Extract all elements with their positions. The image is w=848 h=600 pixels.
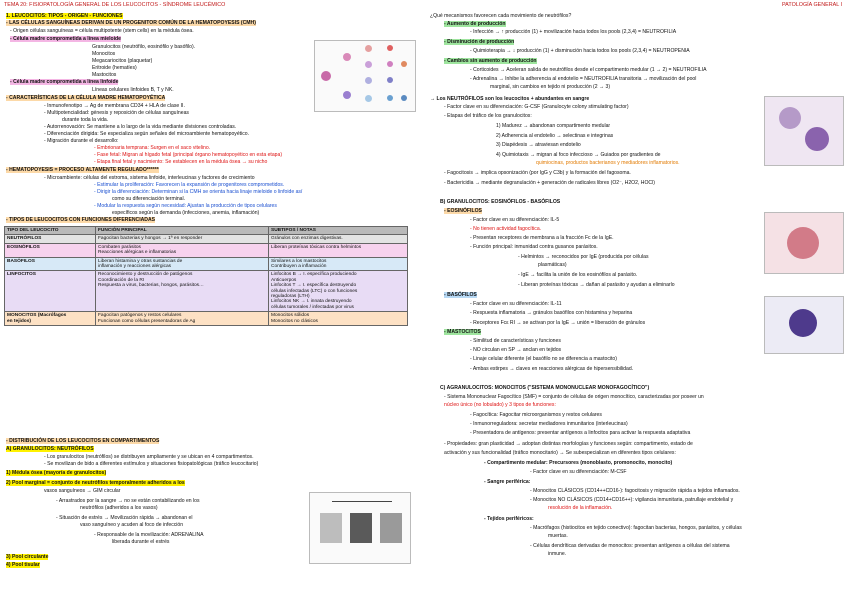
basophil-micrograph — [764, 296, 844, 354]
tissue-block — [380, 513, 402, 543]
granulocyte-icon — [365, 61, 372, 68]
text-line: - Situación de estrés → Movilización rápida → abandonan el — [56, 515, 193, 521]
table-cell: Fagocitan bacterias y hongos → 1ª en responder — [96, 235, 269, 243]
connector-line — [332, 501, 392, 502]
table-cell: Similares a los mastocitos Contribuyen a inflamación — [269, 257, 408, 271]
text-line: - Respuesta inflamatoria → gránulos basófilos con histamina y heparina — [470, 310, 633, 316]
text-line: - Presentadora de antígenos: presentar antígenos a linfocitos para activar la respuesta adaptativa — [470, 430, 691, 436]
text-line: - Infección → ↑ producción (1) + movilización hacia todos los pools (2,3,4) = NEUTROFILIA — [470, 29, 677, 35]
table-cell: LINFOCITOS — [5, 271, 96, 312]
text-line: - Monocitos NO CLÁSICOS (CD14+CD16++): vigilancia inmunitaria, patrullaje endotelial y — [530, 497, 734, 503]
text-line: - Origen células sanguíneas = célula multipotente (stem cells) en la médula ósea. — [10, 28, 194, 34]
subheading: - LAS CÉLULAS SANGUÍNEAS DERIVAN DE UN PROGENITOR COMÚN DE LA HEMATOPOYESIS (CMH) — [6, 20, 256, 26]
text-line: específicos según la demanda (infecciones, anemia, inflamación) — [112, 210, 260, 216]
table-cell: MONOCITOS (Macrófagos en tejidos) — [5, 312, 96, 326]
text-line: - Monocitos CLÁSICOS (CD14++CD16-): fagocitosis y migración rápida a tejidos inflamados. — [530, 488, 740, 494]
text-line: - Quimioterapia → ↓ producción (1) + disminución hacia todos los pools (2,3,4) = NEUTROPENIA — [470, 48, 690, 54]
text-line: - Función principal: inmunidad contra gusanos parásitos. — [470, 244, 598, 250]
text-line: - Factor clave en su diferenciación: G-CSF (Granulocyte colony stimulating factor) — [444, 104, 629, 110]
table-cell: Liberan proteínas tóxicas contra helmintos — [269, 243, 408, 257]
marrow-block — [320, 513, 342, 543]
text-line: → Los NEUTRÓFILOS son los leucocitos + abundantes en sangre — [430, 96, 590, 102]
list-item: 3) Diapédesis → atraviesan endotelio — [496, 142, 581, 148]
text-line: - Corticoides → Aceleran salida de neutrófilos desde el compartimento medular (1 → 2) = NEUTROFILIA — [470, 67, 707, 73]
text-line: - Inmunorreguladora: secretar mediadores inmunitarios (interleucinas) — [470, 421, 628, 427]
subheading: - Aumento de producción — [444, 21, 506, 27]
subheading: - Cambios sin aumento de producción — [444, 58, 537, 64]
text-line: liberada durante el estrés — [112, 539, 170, 545]
text-line: - Similitud de características y funciones — [470, 338, 561, 344]
text-line: - Fase fetal: Migran al hígado fetal (principal órgano hematopoyético en esta etapa) — [94, 152, 283, 158]
text-line: ¿Qué mecanismos favorecen cada movimiento de neutrófilos? — [430, 13, 572, 19]
hematopoiesis-diagram — [314, 40, 416, 112]
text-line: - Responsable de la movilización: ADRENALINA — [94, 532, 204, 538]
section-heading: B) GRANULOCITOS: EOSINÓFILOS - BASÓFILOS — [440, 199, 561, 205]
text-line: - Macrófagos (histiocitos en tejido conectivo): fagocitan bacterias, hongos, parásitos, y células — [530, 525, 742, 531]
text-line: quimiocinas, productos bacterianos y mediadores inflamatorios. — [536, 160, 680, 166]
subheading: - BASÓFILOS — [444, 292, 477, 298]
t-cell-icon — [401, 95, 407, 101]
course-title: PATOLOGÍA GENERAL I — [781, 2, 842, 8]
table-cell: EOSINÓFILOS — [5, 243, 96, 257]
subheading: A) GRANULOCITOS: NEUTRÓFILOS — [6, 446, 94, 452]
subheading: - Disminución de producción — [444, 39, 515, 45]
text-line: - Arrastrados por la sangre → no se están contabilizando en los — [56, 498, 200, 504]
text-line: - Los granulocitos (neutrófilos) se distribuyen ampliamente y se ubican en 4 compartimentos. — [44, 454, 254, 460]
text-line: - Etapa final fetal y nacimiento: Se establecen en la médula ósea → su nicho — [94, 159, 268, 165]
section-heading: 1. LEUCOCITOS: TIPOS - ORIGEN - FUNCIONES — [6, 13, 123, 19]
text-line: muertas. — [548, 533, 568, 539]
table-cell: Monocitos sólidos Monocitos no clásicos — [269, 312, 408, 326]
text-line: - Adrenalina → Inhibe la adherencia al endotelio = NEUTROFILIA transitoria → movilización del pool — [470, 76, 697, 82]
text-line: como su diferenciación terminal. — [112, 196, 186, 202]
text-line: - Bactericidia → mediante degranulación + generación de radicales libres (O2⁻, H2O2, HOCl) — [444, 180, 655, 186]
text-line: - Receptores Fcε RI → se activan por la IgE → unión = liberación de gránulos — [470, 320, 646, 326]
list-item: 4) Quimiotaxis → migran al foco infeccioso → Guiados por gradientes de — [496, 152, 661, 158]
text-line: activación y sus funcionalidad (tráfico monocitario) → Se subespecializan en diferentes tipos celulares: — [444, 450, 676, 456]
text-line: - Fagocitosis → implica opsonización (por IgG y C3b) y la formación del fagosoma. — [444, 170, 631, 176]
text-line: - Células dendríticas derivadas de monocitos: presentan antígenos a células del sistema — [530, 543, 730, 549]
list-item: 4) Pool tisular — [6, 562, 40, 568]
table-header: TIPO DEL LEUCOCITO — [5, 227, 96, 235]
text-line: - Factor clave en su diferenciación: M-CSF — [530, 469, 627, 475]
text-line: - Microambiente: células del estroma, sistema linfoide, interleucinas y factores de crecimiento — [44, 175, 255, 181]
text-line: - Ambas estirpes → claves en reacciones alérgicas de hipersensibilidad. — [470, 366, 634, 372]
text-line: - Estimular la proliferación: Favorecen la expansión de progenitores comprometidos. — [94, 182, 285, 188]
text-line: vasos sanguíneos → GIM circular — [44, 488, 121, 494]
lymphocyte-icon — [365, 95, 372, 102]
list-item: 2) Adherencia al endotelio → selectinas e integrinas — [496, 133, 614, 139]
blood-block — [350, 513, 372, 543]
text-line: Líneas celulares linfoides B, T y NK. — [92, 87, 174, 93]
text-line: - Migración durante el desarrollo: — [44, 138, 119, 144]
subheading: - MASTOCITOS — [444, 329, 481, 335]
table-header: FUNCIÓN PRINCIPAL — [96, 227, 269, 235]
table-row — [5, 235, 408, 243]
lymphoid-progenitor-icon — [343, 91, 351, 99]
text-line: plasmáticas) — [538, 262, 567, 268]
list-item: 1) Madurez → abandonan compartimento medular — [496, 123, 611, 129]
stem-cell-icon — [321, 71, 331, 81]
subheading: - HEMATOPOYESIS = PROCESO ALTAMENTE REGULADO****** — [6, 167, 159, 173]
text-line: - Linaje celular diferente (el basófilo no se diferencia a mastocito) — [470, 356, 617, 362]
cell-image-icon — [779, 107, 801, 129]
table-cell: Gránulos con enzimas digestivas. — [269, 235, 408, 243]
text-line: - Se movilizan de bido a diferentes estímulos y situaciones fisiopatológicas (tráfico leucocitario) — [44, 461, 259, 467]
cell-image-icon — [789, 309, 817, 337]
table-row — [5, 271, 408, 312]
text-line: - Embrionaria temprana: Surgen en el saco vitelino. — [94, 145, 211, 151]
subheading: - TIPOS DE LEUCOCITOS CON FUNCIONES DIFERENCIADAS — [6, 217, 156, 223]
table-cell: Combaten parásitos Reacciones alérgicas e inflamatorias — [96, 243, 269, 257]
eosinophil-micrograph — [764, 212, 844, 274]
table-cell: NEUTRÓFILOS — [5, 235, 96, 243]
text-line: - Factor clave en su diferenciación: IL-11 — [470, 301, 562, 307]
erythrocyte-icon — [387, 45, 393, 51]
b-cell-icon — [387, 95, 393, 101]
text-line: durante toda la vida. — [62, 117, 109, 123]
table-header: SUBTIPOS / NOTAS — [269, 227, 408, 235]
text-line: marginal, sin cambios en tejido ni producción (2 → 3) — [490, 84, 611, 90]
eosinophil-icon — [401, 61, 407, 67]
neutrophil-icon — [387, 61, 393, 67]
table-cell: BASÓFILOS — [5, 257, 96, 271]
table-cell: Reconocimiento y destrucción de patógenos Coordinación de la RI Respuesta a virus, bacterias, hongos, parásitos… — [96, 271, 269, 312]
subheading: - Célula madre comprometida a línea linfoide — [10, 79, 119, 85]
table-cell: Linfocitos B → I. específica produciendo Anticuerpos Linfocitos T → I. específica destruyendo células infectadas (LTC) o con funciones reguladoras (LTH) Linfocitos NK → I. innata destruyendo células tumorales / infectadas por virus — [269, 271, 408, 312]
subheading: - EOSINÓFILOS — [444, 208, 482, 214]
text-line: Granulocitos (neutrófilo, eosinófilo y basófilo). — [92, 44, 196, 50]
erythroid-icon — [365, 45, 372, 52]
text-line: - Sangre periférica: — [484, 479, 531, 485]
text-line: - Fagocítica: Fagocitar microorganismos y restos celulares — [470, 412, 602, 418]
text-line: - Autorrenovación: Se mantiene a lo largo de la vida mediante divisiones controladas. — [44, 124, 237, 130]
table-row — [5, 243, 408, 257]
table-row — [5, 312, 408, 326]
text-line: - IgE → facilita la unión de los eosinófilos al parásito. — [518, 272, 638, 278]
compartments-diagram — [309, 492, 411, 564]
text-line: - Dirigir la diferenciación: Determinan si la CMH se orienta hacia linaje mieloide o linfoide así — [94, 189, 303, 195]
text-line: vaso sanguíneo y acuden al foco de infección — [80, 522, 184, 528]
table-cell: Liberan histamina y otras sustancias de inflamación y reacciones alérgicas — [96, 257, 269, 271]
subheading: - DISTRIBUCIÓN DE LOS LEUCOCITOS EN COMPARTIMENTOS — [6, 438, 160, 444]
list-item: 2) Pool marginal = conjunto de neutrófilos temporalmente adheridos a los — [6, 480, 185, 486]
text-line: - Compartimento medular: Precursores (monoblasto, promonocito, monocito) — [484, 460, 673, 466]
text-line: resolución de la inflamación. — [548, 505, 613, 511]
neutrophil-micrograph — [764, 96, 844, 166]
myeloid-progenitor-icon — [343, 53, 351, 61]
text-line: - Multipotencialidad: génesis y reposición de células sanguíneas — [44, 110, 189, 116]
subheading: - CARACTERÍSTICAS DE LA CÉLULA MADRE HEMATOPOYÉTICA — [6, 95, 166, 101]
text-line: Megacariocitos (plaquetar) — [92, 58, 153, 64]
text-line: inmune. — [548, 551, 567, 557]
text-line: - Sistema Mononuclear Fagocítico (SMF) = conjunto de células de origen monocítico, caracterizadas por poseer un — [444, 394, 704, 400]
table-row — [5, 257, 408, 271]
macrophage-icon — [387, 77, 393, 83]
text-line: Eritroide (hematíes) — [92, 65, 137, 71]
subheading: - Célula madre comprometida a línea mieloide — [10, 36, 121, 42]
list-item: 1) Médula ósea (mayoría de granulocitos) — [6, 470, 107, 476]
text-line: Monocitos — [92, 51, 116, 57]
text-line: - No tienen actividad fagocítica. — [470, 226, 542, 232]
text-line: - Factor clave en su diferenciación: IL-5 — [470, 217, 560, 223]
text-line: Mastocitos — [92, 72, 117, 78]
section-heading: C) AGRANULOCITOS: MONOCITOS ("SISTEMA MONONUCLEAR MONOFAGOCÍTICO") — [440, 385, 650, 391]
text-line: - Presentan receptores de membrana a la fracción Fc de la IgE. — [470, 235, 614, 241]
list-item: 3) Pool circulante — [6, 554, 49, 560]
text-line: - Liberan proteínas tóxicas → dañan al parásito y ayudan a eliminarlo — [518, 282, 675, 288]
text-line: - Inmunofenotipo → Ag de membrana CD34 + HLA de clase II. — [44, 103, 185, 109]
text-line: - Diferenciación dirigida: Se especializa según señales del microambiente hematopoyético. — [44, 131, 249, 137]
page-title: TEMA 20: FISIOPATOLOGÍA GENERAL DE LOS LEUCOCITOS - SÍNDROME LEUCÉMICO — [4, 2, 226, 8]
text-line: - Propiedades: gran plasticidad → adoptan distintas morfologías y funciones según: compartimento, estado de — [444, 441, 693, 447]
monocyte-icon — [365, 77, 372, 84]
text-line: - Tejidos periféricos: — [484, 516, 534, 522]
cell-image-icon — [805, 127, 829, 151]
table-cell: Fagocitan patógenos y restos celulares Funcionan como células presentadoras de Ag — [96, 312, 269, 326]
text-line: neutrófilos (adheridos a los vasos) — [80, 505, 158, 511]
text-line: - Etapas del tráfico de los granulocitos: — [444, 113, 532, 119]
cell-image-icon — [787, 227, 819, 259]
text-line: - Modular la respuesta según necesidad: Ajustan la producción de tipos celulares — [94, 203, 277, 209]
leukocyte-table — [4, 226, 408, 326]
text-line: - NO circulan en SP → anclan en tejidos — [470, 347, 562, 353]
text-line: - Helmintos → reconocidos por IgE (producida por células — [518, 254, 649, 260]
text-line: núcleo único (no lobulado) y 3 tipos de funciones: — [444, 402, 556, 408]
